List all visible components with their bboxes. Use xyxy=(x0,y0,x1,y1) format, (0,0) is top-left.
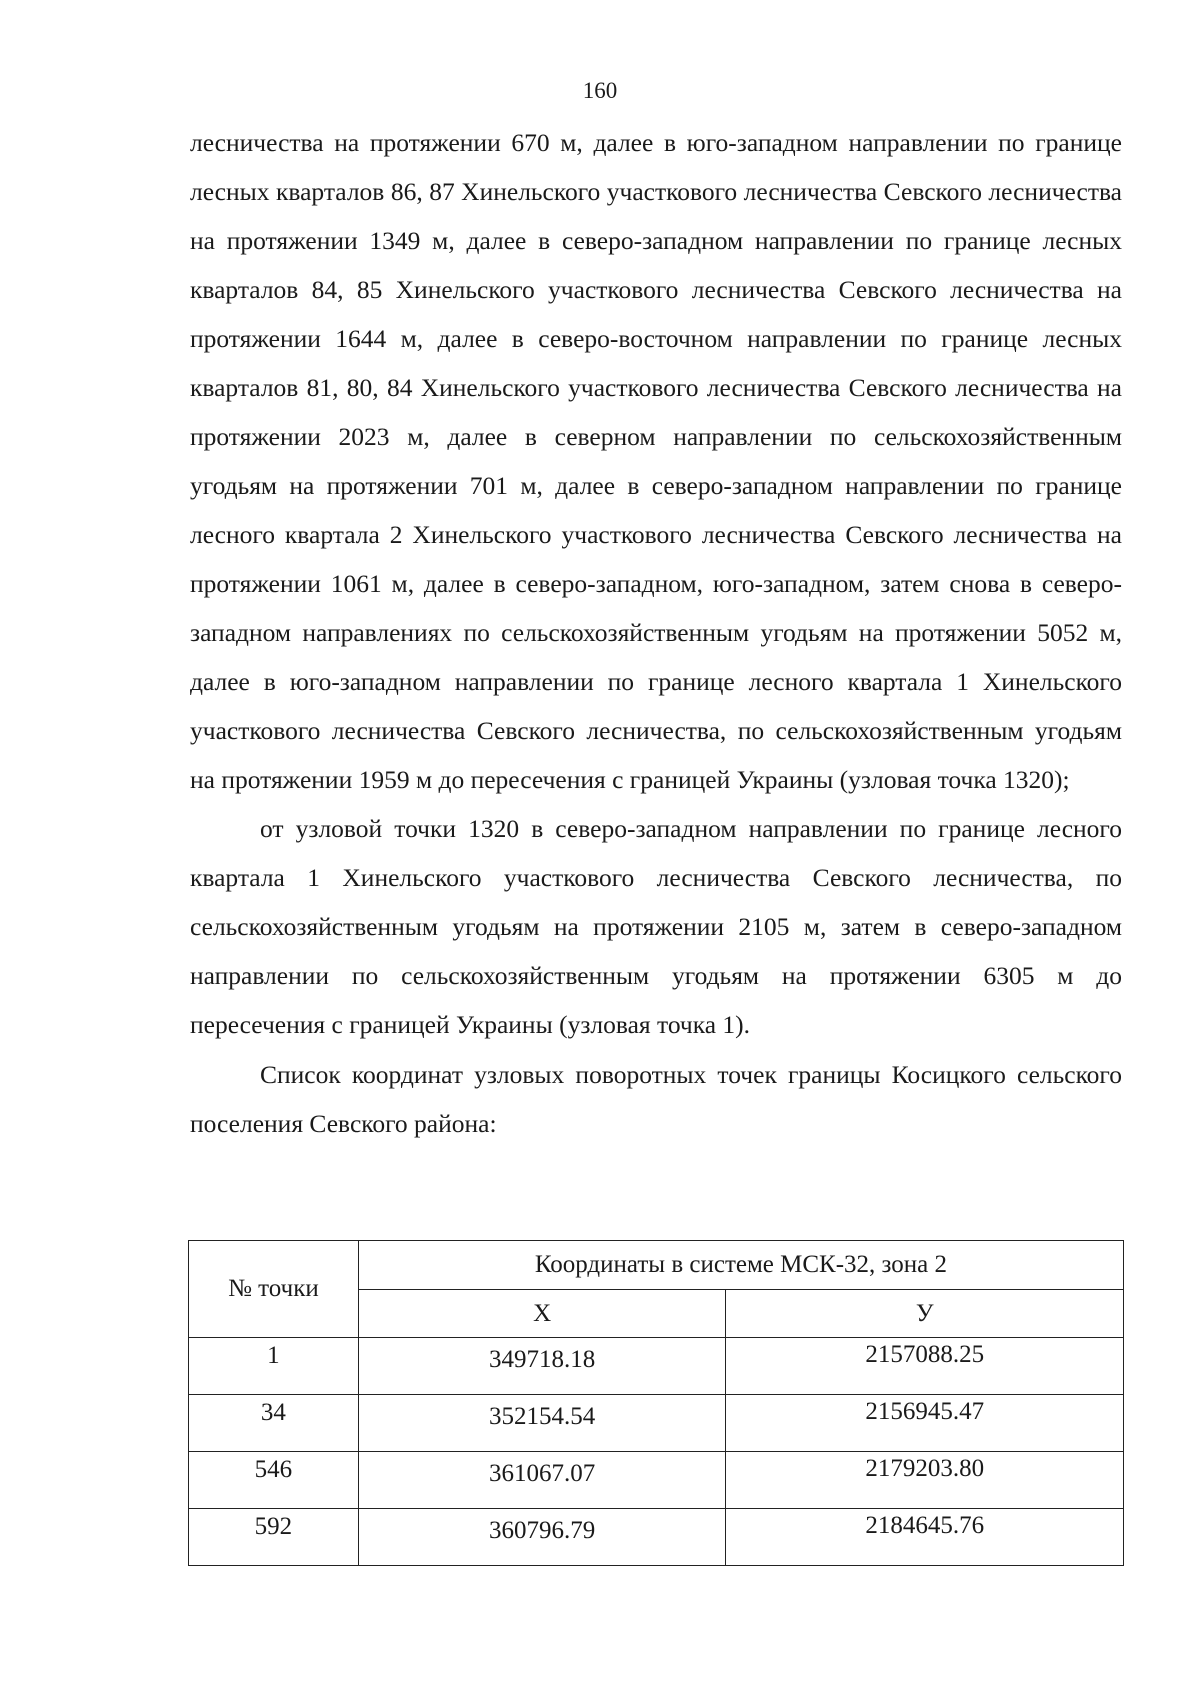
page-number: 160 xyxy=(582,78,618,103)
cell-y: 2157088.25 xyxy=(726,1338,1124,1395)
cell-point: 546 xyxy=(189,1452,359,1509)
cell-x: 361067.07 xyxy=(358,1452,726,1509)
paragraph-coordinates-list-title: Список координат узловых поворотных точек границы Косицкого сельского поселения Севского района: xyxy=(190,1060,1122,1138)
cell-point: 34 xyxy=(189,1395,359,1452)
header-y: У xyxy=(726,1290,1124,1338)
cell-x: 352154.54 xyxy=(358,1395,726,1452)
cell-y: 2156945.47 xyxy=(726,1395,1124,1452)
header-coordinates-system: Координаты в системе МСК-32, зона 2 xyxy=(358,1241,1123,1290)
cell-point: 1 xyxy=(189,1338,359,1395)
body-text xyxy=(190,118,1122,1148)
table-row xyxy=(189,1509,1124,1566)
paragraph-boundary-continuation: лесничества на протяжении 670 м, далее в юго-западном направлении по границе лесных кварталов 86, 87 Хинельского участкового лесничества Севского лесничества на протяжении 1349 м, далее в северо-западном направлении по границе лесных кварталов 84, 85 Хинельского участкового лесничества Севского лесничества на протяжении 1644 м, далее в северо-восточном направлении по границе лесных кварталов 81, 80, 84 Хинельского участкового лесничества Севского лесничества на протяжении 2023 м, далее в северном направлении по сельскохозяйственным угодьям на протяжении 701 м, далее в северо-западном направлении по границе лесного квартала 2 Хинельского участкового лесничества Севского лесничества на протяжении 1061 м, далее в северо-западном, юго-западном, затем снова в северо-западном направлениях по сельскохозяйственным угодьям на протяжении 5052 м, далее в юго-западном направлении по границе лесного квартала 1 Хинельского участкового лесничества Севского лесничества, по сельскохозяйственным угодьям на протяжении 1959 м до пересечения с границей Украины (узловая точка 1320); xyxy=(190,128,1122,794)
cell-x: 349718.18 xyxy=(358,1338,726,1395)
header-point-number: № точки xyxy=(189,1241,359,1338)
cell-y: 2184645.76 xyxy=(726,1509,1124,1566)
coordinates-table xyxy=(188,1240,1124,1566)
cell-point: 592 xyxy=(189,1509,359,1566)
paragraph-boundary-from-node-1320: от узловой точки 1320 в северо-западном направлении по границе лесного квартала 1 Хинельского участкового лесничества Севского лесничества, по сельскохозяйственным угодьям на протяжении 2105 м, затем в северо-западном направлении по сельскохозяйственным угодьям на протяжении 6305 м до пересечения с границей Украины (узловая точка 1). xyxy=(190,814,1122,1039)
header-x: X xyxy=(358,1290,726,1338)
table-row xyxy=(189,1395,1124,1452)
cell-x: 360796.79 xyxy=(358,1509,726,1566)
table-row xyxy=(189,1338,1124,1395)
cell-y: 2179203.80 xyxy=(726,1452,1124,1509)
table-row xyxy=(189,1452,1124,1509)
